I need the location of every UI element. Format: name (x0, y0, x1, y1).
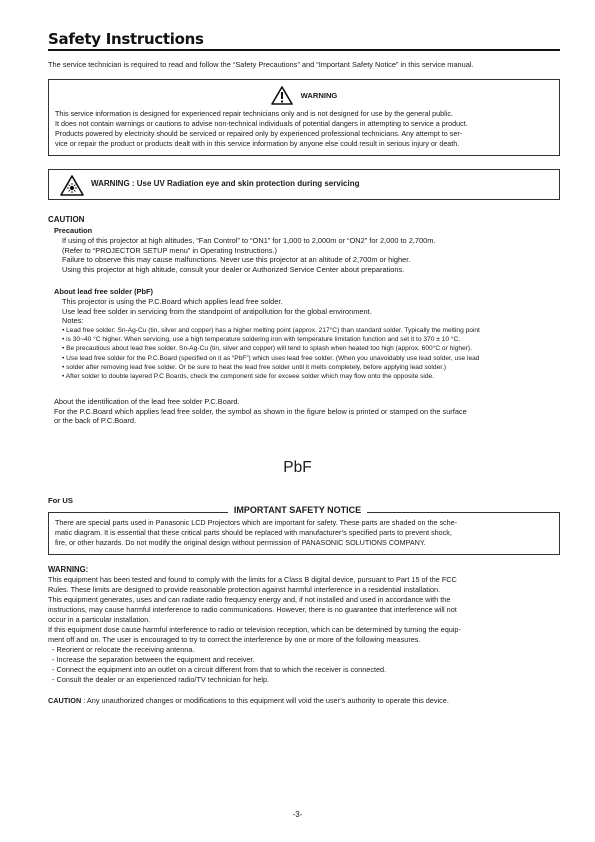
warning-heading: WARNING (300, 90, 338, 100)
important-notice-title (0, 505, 595, 515)
caution-footer-label: CAUTION (48, 696, 82, 705)
fcc-line: occur in a particular installation. (48, 615, 151, 624)
warning-line: Products powered by electricity should be serviced or repaired only by experienced professional technicians. Any attempt to ser- (55, 129, 463, 138)
pbf-symbol: PbF (283, 459, 312, 476)
caution-footer (48, 696, 449, 705)
intro-text: The service technician is required to read and follow the “Safety Precautions” and “Important Safety Notice” in this service manual. (48, 60, 474, 69)
page-number: -3- (292, 810, 303, 819)
identification-line: About the identification of the lead free solder P.C.Board. (54, 397, 240, 406)
fcc-line: - Consult the dealer or an experienced radio/TV technician for help. (48, 675, 270, 684)
precaution-heading: Precaution (54, 226, 93, 235)
precaution-text (62, 236, 435, 274)
uv-warning-box (48, 169, 560, 200)
caution-heading: CAUTION (48, 215, 85, 224)
leadfree-line: This projector is using the P.C.Board which applies lead free solder. (62, 297, 283, 306)
page-title: Safety Instructions (48, 30, 204, 48)
caution-footer-text: : Any unauthorized changes or modifications to this equipment will void the user’s authority to operate this device. (81, 696, 449, 705)
identification-line: For the P.C.Board which applies lead free solder, the symbol as shown in the figure below is printed or stamped on the surface (54, 406, 467, 416)
fcc-line: This equipment has been tested and found to comply with the limits for a Class B digital device, pursuant to Part 15 of the FCC (48, 575, 457, 584)
fcc-line: ment off and on. The user is encouraged to try to correct the interference by one or more of the following measures. (48, 635, 421, 644)
warning-triangle-icon (271, 86, 293, 105)
note-item: • After solder to double layered P.C Boards, check the component side for exceee solder which may flow onto the opposite side. (62, 373, 435, 381)
warning-line: vice or repair the product or products dealt with in this service information by anyone else could result in serious injury or death. (55, 139, 460, 148)
leadfree-text (62, 297, 372, 326)
leadfree-heading: About lead free solder (PbF) (54, 287, 153, 296)
fcc-line: - Reorient or relocate the receiving antenna. (48, 645, 195, 654)
fcc-warning-text (48, 575, 461, 685)
for-us-heading: For US (48, 496, 73, 505)
fcc-line: Rules. These limits are designed to provide reasonable protection against harmful interference in a residential installation. (48, 585, 441, 594)
identification-line: or the back of P.C.Board. (54, 416, 137, 426)
note-item: • Lead free solder: Sn-Ag-Cu (tin, silver and copper) has a higher melting point (approx. 217°C) than standard solder. Typically the melting point (62, 327, 480, 334)
fcc-line: - Connect the equipment into an outlet on a circuit different from that to which the receiver is connected. (48, 665, 387, 674)
leadfree-notes (62, 326, 480, 381)
fcc-line: instructions, may cause harmful interference to radio communications. However, there is no guarantee that interference will not (48, 605, 457, 614)
leadfree-line: Use lead free solder in servicing from the standpoint of antipollution for the global environment. (62, 306, 372, 316)
important-notice-box (48, 512, 560, 555)
leadfree-line: Notes: (62, 316, 84, 326)
fcc-line: - Increase the separation between the equipment and receiver. (48, 655, 255, 664)
note-item: • solder after removing lead free solder. Or be sure to heat the lead free solder until it melts completely, before applying lead solder.) (62, 363, 447, 371)
precaution-line: Failure to observe this may cause malfunctions. Never use this projector at an altitude of 2,700m or higher. (62, 255, 411, 265)
title-underline (48, 49, 560, 51)
warning-box (48, 79, 560, 156)
precaution-line: (Refer to “PROJECTOR SETUP menu” in Operating Instructions.) (62, 245, 277, 255)
note-item: • Be precautious about lead free solder. Sn-Ag-Cu (tin, silver and copper) will tend to splash when heated too high (approx. 600°C or higher). (62, 345, 472, 353)
uv-warning-text: WARNING : Use UV Radiation eye and skin protection during servicing (91, 179, 360, 188)
fcc-line: If this equipment dose cause harmful interference to radio or television reception, which can be determined by turning the equip- (48, 625, 461, 634)
note-item: • is 30~40 °C higher. When servicing, use a high temperature soldering iron with temperature limitation function and set it to 370 ± 10 °C. (62, 336, 461, 344)
identification-text (54, 397, 467, 426)
note-item: • Use lead free solder for the P.C.Board (specified on it as “PbF”) which uses lead free solder. (When you unavoidably use lead solder, use lead (62, 354, 480, 362)
precaution-line: Using this projector at high altitude, consult your dealer or Authorized Service Center about preparations. (62, 264, 405, 274)
uv-radiation-icon (60, 175, 84, 196)
warning-header (49, 85, 559, 105)
important-notice-title-text: IMPORTANT SAFETY NOTICE (228, 505, 367, 515)
warning-line: This service information is designed for experienced repair technicians only and is not designed for use by the general public. (55, 109, 453, 118)
warning-text (55, 109, 555, 149)
precaution-line: If using of this projector at high altitudes, “Fan Control” to “ON1” for 1,000 to 2,000m or “ON2” for 2,000 to 2,700m. (62, 236, 436, 245)
fcc-warning-heading: WARNING: (48, 565, 89, 574)
important-notice-text (55, 518, 457, 548)
fcc-line: This equipment generates, uses and can radiate radio frequency energy and, if not installed and used in accordance with the (48, 595, 451, 604)
warning-line: It does not contain warnings or cautions to advise non-technical individuals of potential dangers in attempting to service a product. (55, 119, 468, 128)
notice-line: There are special parts used in Panasonic LCD Projectors which are important for safety. These parts are shaded on the sche- (55, 518, 458, 527)
notice-line: fire, or other hazards. Do not modify the original design without permission of PANASONIC SOLUTIONS COMPANY. (55, 538, 426, 547)
notice-line: matic diagram. It is essential that these critical parts should be replaced with manufacturer’s specified parts to prevent shock, (55, 528, 452, 537)
